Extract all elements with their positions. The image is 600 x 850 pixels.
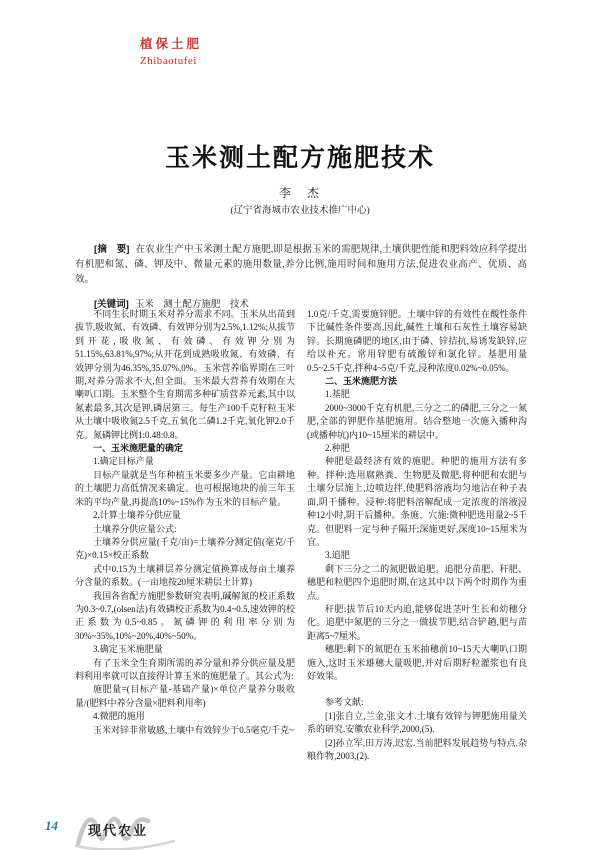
paragraph: 种肥是最经济有效的施肥。种肥的施用方法有多种。拌种:选用腐熟粪、生物肥及微肥,将种肥和农肥与土壤分层施上,边喷边拌,使肥料溶液均匀地沾在种子表面,阴干播种。浸种:将肥料溶解配成一定浓度的溶液浸种12小时,阴干后播种。条施、穴施:微种肥选用量2~5千克。但肥料一定与种子隔开;深施更好,深度10~15厘米为宜。 [307, 456, 527, 547]
paragraph: 有了玉米全生育期所需的养分量和养分供应量及肥料利用率就可以直接得计算玉米的施肥量了。其公式为: [75, 657, 295, 681]
formula: 土壤养分供应量(千克/亩)=土壤养分测定值(毫克/千克)×0.15×校正系数 [75, 536, 295, 561]
paragraph: 剩下三分之二的氮肥做追肥。追肥分苗肥、秆肥、穗肥和粒肥四个追肥时期,在这其中以下两个时期作为重点。 [307, 563, 527, 601]
subsection-heading: 3.追肥 [325, 550, 350, 561]
subsection-heading: 2.计算土壤养分供应量 [93, 510, 181, 521]
journal-logo [72, 808, 192, 850]
right-column [307, 308, 527, 763]
paragraph: 我国各省配方施肥参数研究表明,碱解氮的校正系数为0.3~0.7,(olsen法)有效磷校正系数为0.4~0.5,速效钾的校正系数为0.5~0.85。氮磷钾的利用率分别为30%~35%,10%~20%,40%~50%。 [75, 590, 295, 641]
column-name-pinyin: Zhibaotufei [140, 55, 197, 67]
reference-item: [2]孙立军,田万涛,迟宏.当前肥料发展趋势与特点.杂粮作物,2003,(2). [307, 737, 527, 761]
subsection-heading: 1.基肥 [325, 389, 350, 400]
subsection-heading: 4.微肥的施用 [93, 711, 145, 722]
paragraph: 不同生长时期玉米对养分需求不同。玉米从出苗到拔节,吸收氮、有效磷、有效钾分别为2.5%,1.12%;从拔节到开花,吸收氮、有效磷、有效钾分别为51.15%,63.81%,97%;从开花到成熟吸收氮、有效磷、有效钾分别为46.35%,35.07%,0%。玉米营养临界期在三叶期,对养分需求不大,但全面。玉米最大营养有效期在大喇叭口期。玉米整个生育期需多种矿质营养元素,其中以氮素最多,其次是钾,磷居第三。每生产100千克籽粒玉米从土壤中吸收氮2.5千克,五氧化二磷1.2千克,氧化钾2.0千克。氮磷钾比例1:0.48:0.8。 [75, 309, 295, 440]
article-title: 玉米测土配方施肥技术 [164, 144, 435, 172]
abstract [75, 242, 527, 288]
section-heading: 二、玉米施肥方法 [325, 376, 398, 387]
subsection-heading: 1.确定目标产量 [93, 456, 154, 467]
article-body [75, 308, 527, 763]
subsection-heading: 3.确定玉米施肥量 [93, 644, 163, 655]
paragraph: 秆肥:拔节后10天内追,能够促进茎叶生长和幼穗分化。追肥中氮肥的三分之一做拔节肥,结合铲趟,肥与苗距离5~7厘米。 [307, 603, 527, 641]
keywords-label: [关键词] [94, 299, 129, 310]
reference-item: [1]张自立,兰金,张文才.土壤有效锌与钾肥施用量关系的研究.安徽农业科学,2000,(5). [307, 710, 527, 735]
article-affiliation: (辽宁省海城市农业技术推广中心) [230, 206, 370, 216]
page-number: 14 [45, 818, 58, 833]
subsection-heading: 2.种肥 [325, 443, 350, 454]
paragraph: 穗肥:剩下的氮肥在玉米抽穗前10~15天大喇叭口期施入,这时玉米雄穗大量吸肥,并对后期籽粒灌浆也有良好效果。 [307, 644, 527, 681]
references-heading: 参考文献: [325, 697, 364, 708]
page-footer [0, 806, 600, 850]
section-heading: 一、玉米施肥量的确定 [93, 443, 184, 454]
paragraph: 式中0.15为土壤耕层养分测定值换算成每亩土壤养分含量的系数。(一亩地按20厘米耕层土计算) [75, 563, 295, 588]
column-name-chinese: 植保土肥 [140, 37, 203, 51]
paragraph: 玉米对锌非常敏感,土壤中有效锌少于0.5毫克/千克~ [93, 724, 294, 735]
abstract-text: 在农业生产中玉米测土配方施肥,即是根据玉米的需肥规律,土壤供肥性能和肥料效应科学提出有机肥和氮、磷、钾及中、微量元素的施用数量,养分比例,施用时间和施用方法,促进农业高产、优质、高效。 [75, 245, 527, 285]
article-author: 李 杰 [278, 186, 321, 200]
paragraph: 目标产量就是当年种植玉米要多少产量。它由耕地的土壤肥力高低情况来确定。也可根据地块的前三年玉米的平均产量,再提高10%~15%作为玉米的目标产量。 [75, 469, 295, 507]
paragraph-continuation: 1.0克/千克,需要施锌肥。土壤中锌的有效性在酸性条件下比碱性条件要高,因此,碱性土壤和石灰性土壤容易缺锌。长期施磷肥的地区,由于磷、锌拮抗,易诱发缺锌,应给以补充。常用锌肥有硫酸锌和氯化锌。基肥用量0.5~2.5千克,拌种4~5克/千克,浸种浓度0.02%~0.05%。 [307, 309, 527, 373]
formula: 施肥量=(目标产量-基础产量)×单位产量养分吸收量/(肥料中养分含量×肥料利用率) [75, 684, 295, 708]
column-header [140, 34, 202, 67]
paragraph: 2000~3000千克有机肥,三分之二的磷肥,三分之一氮肥,全部的钾肥作基肥施用。结合整地一次施入播种沟(或播种坑)内10~15厘米的耕层中。 [307, 402, 527, 440]
article-meta [75, 242, 527, 313]
journal-logo-text: 现代农业 [88, 823, 149, 838]
paragraph: 土壤养分供应量公式: [93, 523, 177, 534]
abstract-label: [摘 要] [94, 244, 130, 255]
left-column [75, 308, 295, 763]
keywords-text: 玉米 测土配方施肥 技术 [134, 300, 249, 310]
